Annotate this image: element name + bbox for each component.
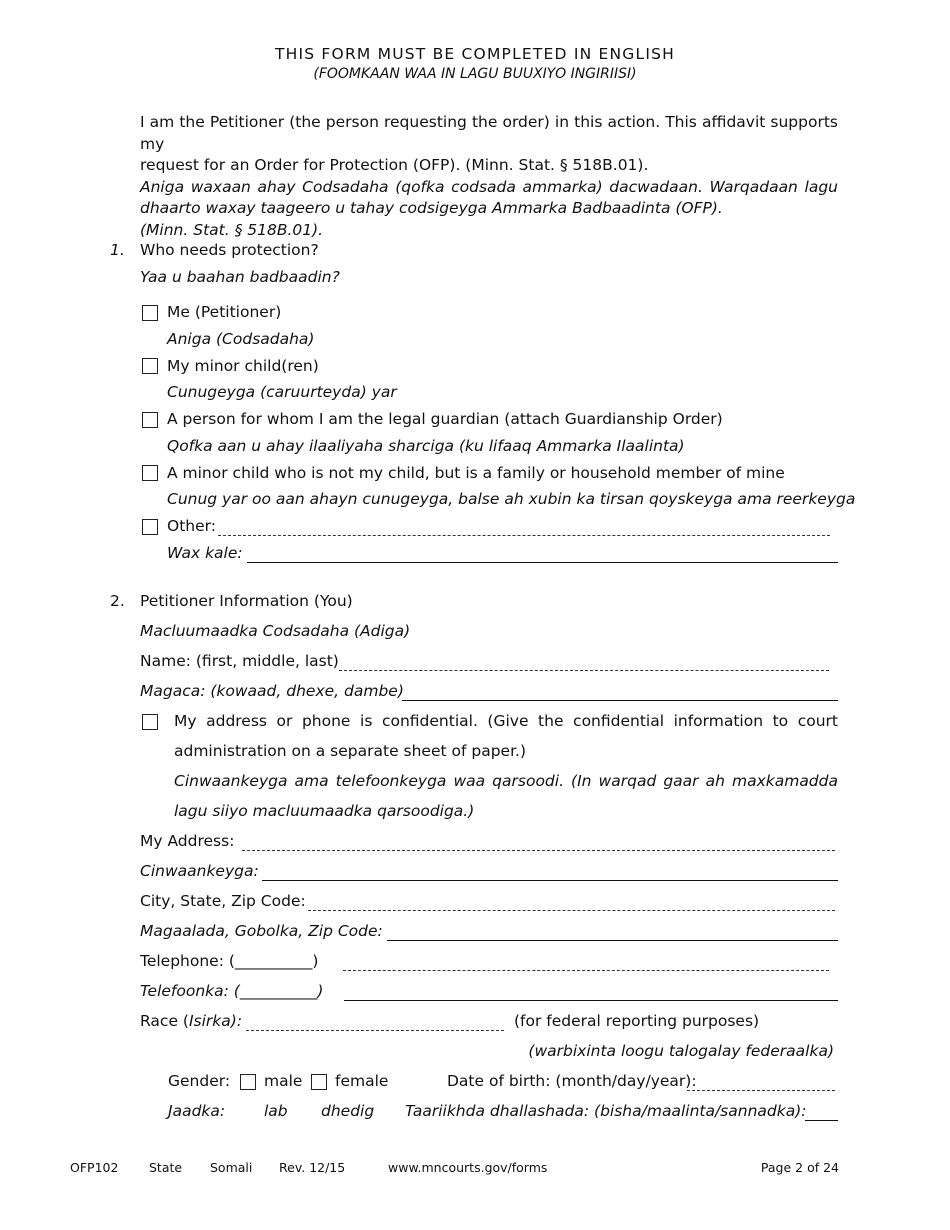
checkbox-household-child[interactable] <box>142 465 158 481</box>
form-header-title: THIS FORM MUST BE COMPLETED IN ENGLISH <box>274 45 676 63</box>
footer-jurisdiction: State <box>149 1160 183 1175</box>
intro-en-line-2: request for an Order for Protection (OFP). (Minn. Stat. § 518B.01). <box>140 156 649 174</box>
checkbox-me-petitioner[interactable] <box>142 305 158 321</box>
section-2-title: Petitioner Information (You) <box>140 592 353 610</box>
phone-input[interactable] <box>343 970 829 971</box>
city-input-so[interactable] <box>387 940 838 941</box>
address-input[interactable] <box>242 850 835 851</box>
female-label: female <box>335 1072 389 1090</box>
section-1-title-so: Yaa u baahan badbaadin? <box>140 268 340 286</box>
intro-en-line-1: I am the Petitioner (the person requesting the order) in this action. This affidavit supports my <box>140 113 838 153</box>
option-legal-guardian-label: A person for whom I am the legal guardian (attach Guardianship Order) <box>167 410 723 428</box>
phone-label: Telephone: (__________) <box>140 952 319 970</box>
section-1-number: 1. <box>110 241 125 259</box>
female-label-so: dhedig <box>321 1102 375 1120</box>
other-input[interactable] <box>218 535 830 536</box>
checkbox-confidential[interactable] <box>142 714 158 730</box>
race-note: (for federal reporting purposes) <box>514 1012 760 1030</box>
intro-so-line-3: (Minn. Stat. § 518B.01). <box>140 220 324 239</box>
name-label: Name: (first, middle, last) <box>140 652 339 670</box>
race-label <box>140 1012 242 1030</box>
race-input[interactable] <box>246 1030 504 1031</box>
city-label: City, State, Zip Code: <box>140 892 306 910</box>
gender-label: Gender: <box>168 1072 231 1090</box>
name-input-so[interactable] <box>402 700 838 701</box>
footer-page-number: Page 2 of 24 <box>760 1160 839 1175</box>
dob-input[interactable] <box>687 1090 835 1091</box>
checkbox-male[interactable] <box>240 1074 256 1090</box>
section-1-title: Who needs protection? <box>140 241 319 259</box>
checkbox-female[interactable] <box>311 1074 327 1090</box>
option-other-label: Other: <box>167 517 216 535</box>
city-input[interactable] <box>308 910 835 911</box>
name-input[interactable] <box>339 670 829 671</box>
male-label-so: lab <box>264 1102 288 1120</box>
section-2-title-so: Macluumaadka Codsadaha (Adiga) <box>140 622 411 640</box>
dob-label: Date of birth: (month/day/year): <box>447 1072 697 1090</box>
option-household-child-label-so: Cunug yar oo aan ahayn cunugeyga, balse ah xubin ka tirsan qoyskeyga ama reerkeyga <box>167 490 856 508</box>
address-label-so: Cinwaankeyga: <box>140 862 259 880</box>
intro-so-line-1: Aniga waxaan ahay Codsadaha (qofka codsada ammarka) dacwadaan. Warqadaan lagu <box>140 177 838 196</box>
race-label-so: Isirka): <box>188 1012 243 1030</box>
city-label-so: Magaalada, Gobolka, Zip Code: <box>140 922 383 940</box>
option-household-child-label: A minor child who is not my child, but is a family or household member of mine <box>167 464 785 482</box>
confidential-en-text: My address or phone is confidential. (Give the confidential information to court administration on a separate sheet of paper.) <box>174 712 838 760</box>
section-2-number: 2. <box>110 592 125 610</box>
option-minor-children-label: My minor child(ren) <box>167 357 319 375</box>
other-input-so[interactable] <box>247 562 838 563</box>
dob-input-so[interactable] <box>805 1120 838 1121</box>
option-me-label-so: Aniga (Codsadaha) <box>167 330 315 348</box>
address-input-so[interactable] <box>262 880 838 881</box>
form-header-subtitle: (FOOMKAAN WAA IN LAGU BUUXIYO INGIRIISI) <box>313 66 637 82</box>
phone-input-so[interactable] <box>344 1000 838 1001</box>
confidential-so-text: Cinwaankeyga ama telefoonkeyga waa qarsoodi. (In warqad gaar ah maxkamadda lagu siiyo macluumaadka qarsoodiga.) <box>174 772 838 820</box>
checkbox-other[interactable] <box>142 519 158 535</box>
footer-revision: Rev. 12/15 <box>279 1160 346 1175</box>
intro-so-line-2: dhaarto waxay taageero u tahay codsigeyga Ammarka Badbaadinta (OFP). <box>140 199 723 217</box>
race-label-en: Race ( <box>140 1012 189 1030</box>
option-legal-guardian-label-so: Qofka aan u ahay ilaaliyaha sharciga (ku lifaaq Ammarka Ilaalinta) <box>167 437 685 455</box>
footer-form-id: OFP102 <box>70 1160 119 1175</box>
option-me-label: Me (Petitioner) <box>167 303 282 321</box>
phone-label-so: Telefoonka: (__________) <box>140 982 324 1000</box>
footer-language: Somali <box>210 1160 253 1175</box>
footer-url[interactable]: www.mncourts.gov/forms <box>388 1160 548 1175</box>
intro-paragraph <box>140 112 838 241</box>
address-label: My Address: <box>140 832 235 850</box>
option-other-label-so: Wax kale: <box>167 544 243 562</box>
gender-label-so: Jaadka: <box>168 1102 226 1120</box>
checkbox-minor-children[interactable] <box>142 358 158 374</box>
dob-label-so: Taariikhda dhallashada: (bisha/maalinta/sannadka): <box>405 1102 807 1120</box>
male-label: male <box>264 1072 303 1090</box>
race-note-so: (warbixinta loogu talogalay federaalka) <box>528 1042 834 1060</box>
checkbox-legal-guardian[interactable] <box>142 412 158 428</box>
name-label-so: Magaca: (kowaad, dhexe, dambe) <box>140 682 404 700</box>
option-minor-children-label-so: Cunugeyga (caruurteyda) yar <box>167 383 397 401</box>
